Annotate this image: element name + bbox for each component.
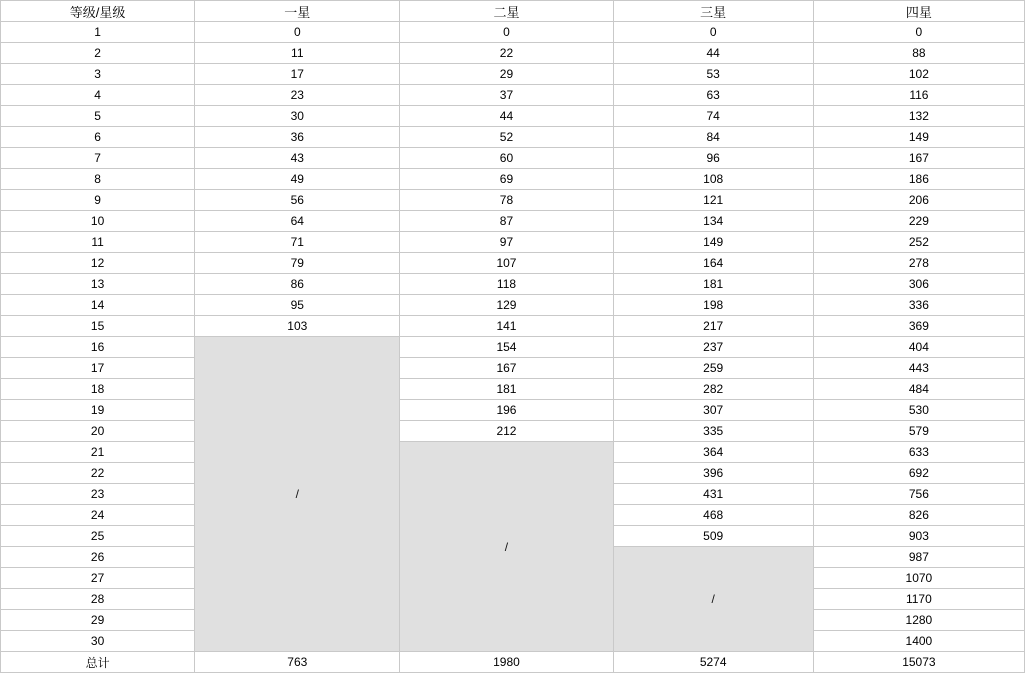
cell-total-label: 总计 <box>1 652 195 673</box>
cell-level: 24 <box>1 505 195 526</box>
cell-three-star: 468 <box>613 505 813 526</box>
column-header-one-star: 一星 <box>195 1 400 22</box>
cell-one-star: 79 <box>195 253 400 274</box>
table-row <box>1 169 1025 190</box>
cell-level: 27 <box>1 568 195 589</box>
cell-three-star: 335 <box>613 421 813 442</box>
table-row <box>1 85 1025 106</box>
cell-level: 26 <box>1 547 195 568</box>
cell-three-star: 74 <box>613 106 813 127</box>
cell-four-star: 1400 <box>813 631 1024 652</box>
cell-three-star: 84 <box>613 127 813 148</box>
column-header-level: 等级/星级 <box>1 1 195 22</box>
cell-level: 23 <box>1 484 195 505</box>
cell-four-star: 756 <box>813 484 1024 505</box>
cell-four-star: 633 <box>813 442 1024 463</box>
cell-four-star: 987 <box>813 547 1024 568</box>
cell-four-star: 336 <box>813 295 1024 316</box>
cell-four-star: 404 <box>813 337 1024 358</box>
total-row <box>1 652 1025 673</box>
cell-one-star: 56 <box>195 190 400 211</box>
cell-two-star-unavailable: / <box>400 442 613 652</box>
cell-four-star: 826 <box>813 505 1024 526</box>
table-row <box>1 22 1025 43</box>
table-row <box>1 253 1025 274</box>
cell-four-star: 1280 <box>813 610 1024 631</box>
cell-level: 9 <box>1 190 195 211</box>
cell-level: 18 <box>1 379 195 400</box>
cell-three-star: 164 <box>613 253 813 274</box>
cell-three-star: 431 <box>613 484 813 505</box>
table-row <box>1 421 1025 442</box>
cell-three-star: 396 <box>613 463 813 484</box>
cell-two-star: 29 <box>400 64 613 85</box>
cell-three-star: 307 <box>613 400 813 421</box>
cell-two-star: 44 <box>400 106 613 127</box>
cell-level: 6 <box>1 127 195 148</box>
table-row <box>1 232 1025 253</box>
cell-two-star: 0 <box>400 22 613 43</box>
cell-one-star: 30 <box>195 106 400 127</box>
cell-level: 15 <box>1 316 195 337</box>
cell-three-star: 149 <box>613 232 813 253</box>
table-row <box>1 295 1025 316</box>
cell-three-star: 121 <box>613 190 813 211</box>
cell-level: 11 <box>1 232 195 253</box>
cell-total-two-star: 1980 <box>400 652 613 673</box>
cell-level: 12 <box>1 253 195 274</box>
cell-level: 17 <box>1 358 195 379</box>
cell-one-star: 17 <box>195 64 400 85</box>
cell-three-star: 108 <box>613 169 813 190</box>
column-header-four-star: 四星 <box>813 1 1024 22</box>
cell-three-star: 364 <box>613 442 813 463</box>
cell-three-star: 181 <box>613 274 813 295</box>
cell-four-star: 443 <box>813 358 1024 379</box>
cell-level: 25 <box>1 526 195 547</box>
cell-three-star: 53 <box>613 64 813 85</box>
cell-two-star: 141 <box>400 316 613 337</box>
column-header-three-star: 三星 <box>613 1 813 22</box>
cell-three-star: 509 <box>613 526 813 547</box>
cell-two-star: 97 <box>400 232 613 253</box>
table-row <box>1 379 1025 400</box>
table-header <box>1 1 1025 22</box>
cell-level: 28 <box>1 589 195 610</box>
cell-level: 5 <box>1 106 195 127</box>
cell-level: 19 <box>1 400 195 421</box>
table-row <box>1 190 1025 211</box>
cell-three-star: 0 <box>613 22 813 43</box>
cell-level: 30 <box>1 631 195 652</box>
cell-four-star: 0 <box>813 22 1024 43</box>
cell-level: 10 <box>1 211 195 232</box>
cell-total-three-star: 5274 <box>613 652 813 673</box>
table-row <box>1 400 1025 421</box>
cell-three-star: 259 <box>613 358 813 379</box>
cell-level: 3 <box>1 64 195 85</box>
cell-two-star: 60 <box>400 148 613 169</box>
cell-two-star: 167 <box>400 358 613 379</box>
table-row <box>1 358 1025 379</box>
cell-total-one-star: 763 <box>195 652 400 673</box>
column-header-two-star: 二星 <box>400 1 613 22</box>
header-row <box>1 1 1025 22</box>
cell-one-star: 23 <box>195 85 400 106</box>
cell-four-star: 903 <box>813 526 1024 547</box>
cell-three-star: 237 <box>613 337 813 358</box>
cell-four-star: 229 <box>813 211 1024 232</box>
cell-three-star: 282 <box>613 379 813 400</box>
cell-level: 20 <box>1 421 195 442</box>
cell-two-star: 87 <box>400 211 613 232</box>
cell-two-star: 22 <box>400 43 613 64</box>
cell-two-star: 107 <box>400 253 613 274</box>
cell-one-star: 49 <box>195 169 400 190</box>
cell-four-star: 102 <box>813 64 1024 85</box>
table-row <box>1 148 1025 169</box>
cell-three-star: 134 <box>613 211 813 232</box>
cell-four-star: 369 <box>813 316 1024 337</box>
cell-one-star: 86 <box>195 274 400 295</box>
table-row <box>1 211 1025 232</box>
cell-four-star: 484 <box>813 379 1024 400</box>
cell-three-star: 217 <box>613 316 813 337</box>
cell-one-star: 71 <box>195 232 400 253</box>
cell-two-star: 78 <box>400 190 613 211</box>
cell-three-star: 63 <box>613 85 813 106</box>
cell-three-star: 96 <box>613 148 813 169</box>
table-row <box>1 43 1025 64</box>
cell-four-star: 252 <box>813 232 1024 253</box>
cell-four-star: 1070 <box>813 568 1024 589</box>
cell-four-star: 149 <box>813 127 1024 148</box>
cell-four-star: 167 <box>813 148 1024 169</box>
table-body <box>1 22 1025 673</box>
table-row <box>1 106 1025 127</box>
cell-three-star: 198 <box>613 295 813 316</box>
cell-one-star: 0 <box>195 22 400 43</box>
cell-level: 4 <box>1 85 195 106</box>
table-row <box>1 337 1025 358</box>
cell-level: 14 <box>1 295 195 316</box>
table-row <box>1 127 1025 148</box>
cell-four-star: 579 <box>813 421 1024 442</box>
cell-one-star: 11 <box>195 43 400 64</box>
cell-four-star: 278 <box>813 253 1024 274</box>
cell-level: 2 <box>1 43 195 64</box>
cell-four-star: 186 <box>813 169 1024 190</box>
cell-level: 22 <box>1 463 195 484</box>
cell-four-star: 116 <box>813 85 1024 106</box>
cell-two-star: 129 <box>400 295 613 316</box>
cell-one-star: 95 <box>195 295 400 316</box>
cell-level: 7 <box>1 148 195 169</box>
cell-level: 13 <box>1 274 195 295</box>
cell-two-star: 69 <box>400 169 613 190</box>
cell-two-star: 118 <box>400 274 613 295</box>
cell-two-star: 181 <box>400 379 613 400</box>
table-row <box>1 442 1025 463</box>
cell-four-star: 88 <box>813 43 1024 64</box>
cell-one-star: 43 <box>195 148 400 169</box>
cell-one-star: 103 <box>195 316 400 337</box>
cell-one-star-unavailable: / <box>195 337 400 652</box>
cell-two-star: 212 <box>400 421 613 442</box>
cell-two-star: 196 <box>400 400 613 421</box>
cell-one-star: 36 <box>195 127 400 148</box>
table-row <box>1 64 1025 85</box>
cell-level: 29 <box>1 610 195 631</box>
table-row <box>1 316 1025 337</box>
cell-four-star: 1170 <box>813 589 1024 610</box>
cell-two-star: 52 <box>400 127 613 148</box>
cell-three-star: 44 <box>613 43 813 64</box>
cell-level: 21 <box>1 442 195 463</box>
cell-one-star: 64 <box>195 211 400 232</box>
cell-four-star: 530 <box>813 400 1024 421</box>
cell-four-star: 692 <box>813 463 1024 484</box>
cell-total-four-star: 15073 <box>813 652 1024 673</box>
cell-four-star: 206 <box>813 190 1024 211</box>
cell-two-star: 37 <box>400 85 613 106</box>
cell-level: 1 <box>1 22 195 43</box>
cell-three-star-unavailable: / <box>613 547 813 652</box>
cell-four-star: 132 <box>813 106 1024 127</box>
cell-level: 16 <box>1 337 195 358</box>
cell-four-star: 306 <box>813 274 1024 295</box>
cell-two-star: 154 <box>400 337 613 358</box>
table-row <box>1 274 1025 295</box>
cell-level: 8 <box>1 169 195 190</box>
